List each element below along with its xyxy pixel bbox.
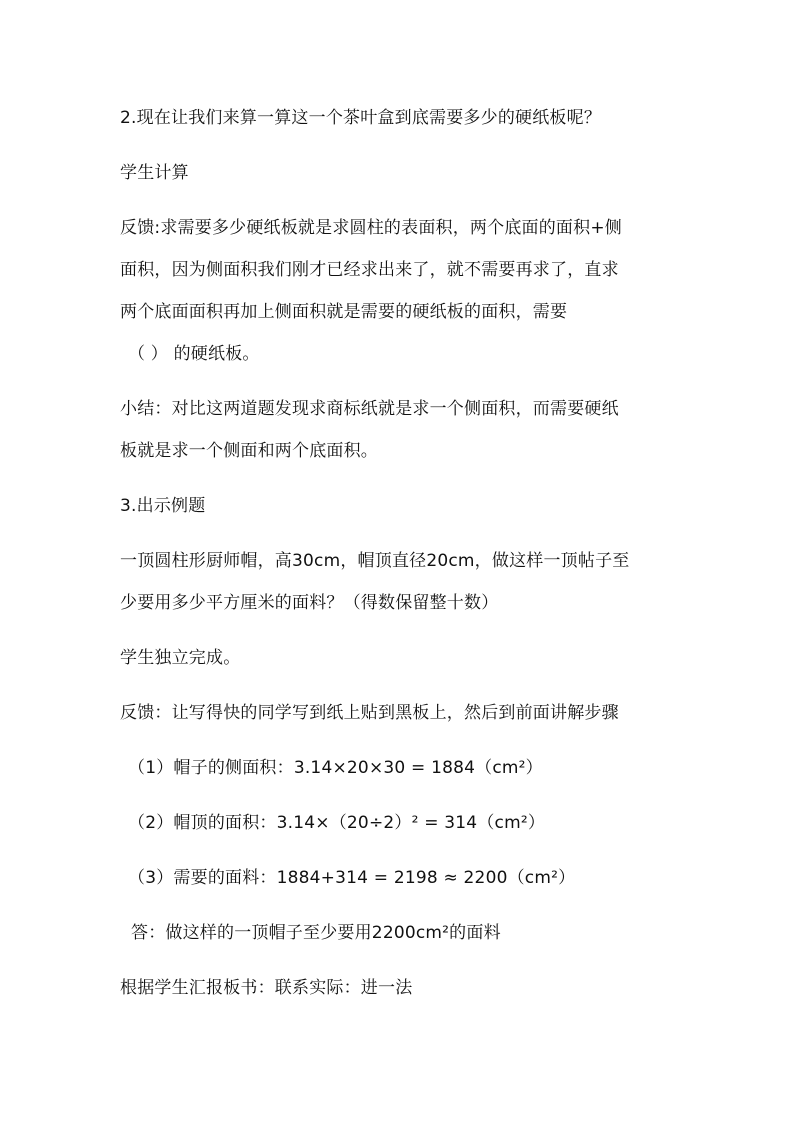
summary-line-2: 板就是求一个侧面和两个底面积。 xyxy=(120,441,378,461)
answer-line: 答：做这样的一顶帽子至少要用2200cm²的面料 xyxy=(131,923,501,943)
feedback-blank-line: （ ） 的硬纸板。 xyxy=(128,344,260,364)
step-2-line: （2）帽顶的面积：3.14×（20÷2）² = 314（cm²） xyxy=(128,813,546,833)
feedback-steps-line: 反馈：让写得快的同学写到纸上贴到黑板上，然后到前面讲解步骤 xyxy=(120,703,619,723)
question-2-heading: 2.现在让我们来算一算这一个茶叶盒到底需要多少的硬纸板呢？ xyxy=(120,108,602,128)
feedback-line-3: 两个底面面积再加上侧面积就是需要的硬纸板的面积，需要 xyxy=(120,302,568,322)
step-1-line: （1）帽子的侧面积：3.14×20×30 = 1884（cm²） xyxy=(128,758,543,778)
example-problem-line-1: 一顶圆柱形厨师帽，高30cm，帽顶直径20cm，做这样一顶帖子至 xyxy=(120,551,630,571)
feedback-line-2: 面积，因为侧面积我们刚才已经求出来了，就不需要再求了，直求 xyxy=(120,260,619,280)
student-calculation-label: 学生计算 xyxy=(120,163,189,183)
example-heading: 3.出示例题 xyxy=(120,496,206,516)
board-writing-line: 根据学生汇报板书：联系实际：进一法 xyxy=(120,978,413,998)
step-3-line: （3）需要的面料：1884+314 = 2198 ≈ 2200（cm²） xyxy=(128,868,576,888)
student-independent-label: 学生独立完成。 xyxy=(120,648,241,668)
summary-line-1: 小结：对比这两道题发现求商标纸就是求一个侧面积，而需要硬纸 xyxy=(120,399,619,419)
example-problem-line-2: 少要用多少平方厘米的面料？（得数保留整十数） xyxy=(120,593,499,613)
feedback-line-1: 反馈:求需要多少硬纸板就是求圆柱的表面积，两个底面的面积+侧 xyxy=(120,218,622,238)
